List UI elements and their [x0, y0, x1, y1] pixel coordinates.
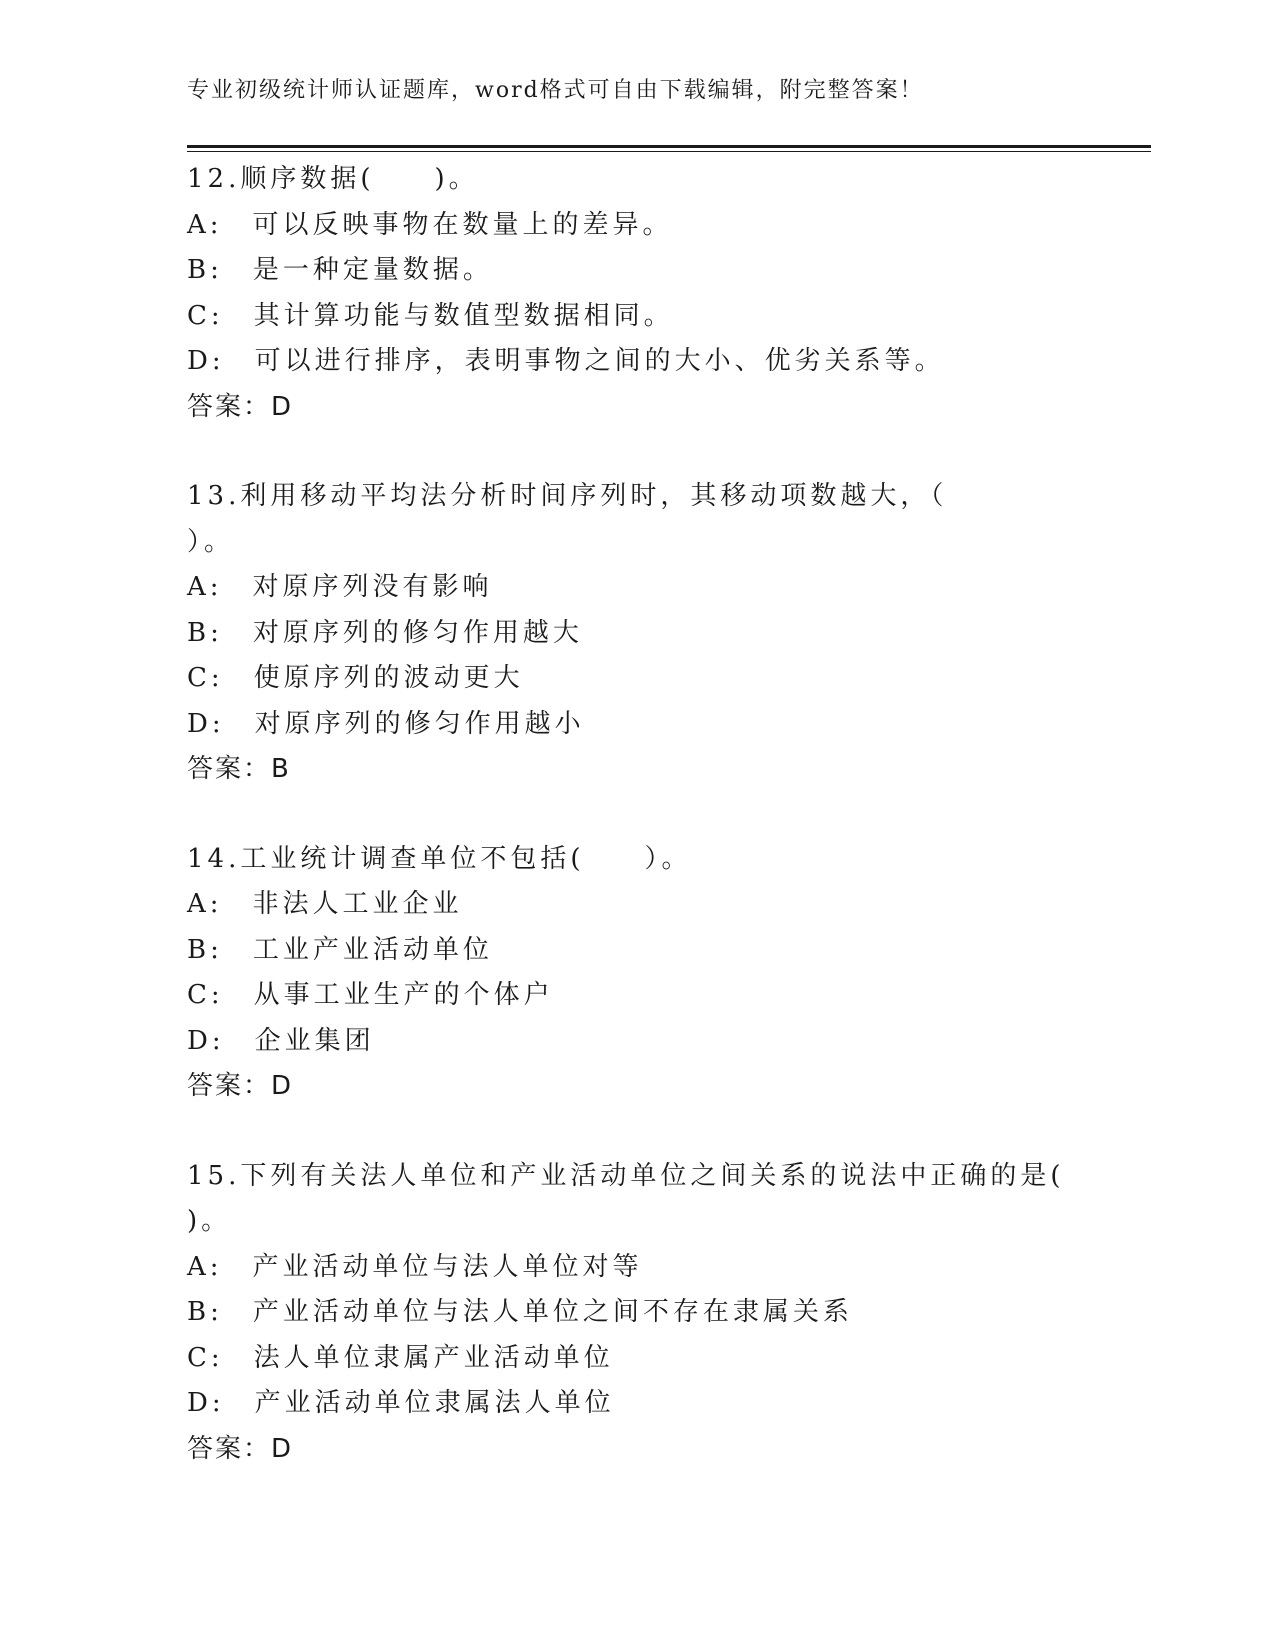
option-c: C: 法人单位隶属产业活动单位 [187, 1342, 614, 1373]
question-12 [187, 157, 1087, 430]
option-a: A: 可以反映事物在数量上的差异。 [187, 209, 673, 240]
answer: 答案：D [187, 1433, 294, 1464]
option-b: B: 产业活动单位与法人单位之间不存在隶属关系 [187, 1297, 853, 1327]
option-d: D: 可以进行排序，表明事物之间的大小、优劣关系等。 [187, 346, 945, 376]
question-14 [187, 837, 1087, 1110]
option-a: A: 非法人工业企业 [187, 889, 463, 919]
option-a: A: 产业活动单位与法人单位对等 [187, 1251, 643, 1282]
option-b: B: 是一种定量数据。 [187, 255, 493, 285]
answer: 答案：D [187, 1071, 294, 1101]
question-stem: 15.下列有关法人单位和产业活动单位之间关系的说法中正确的是( [187, 1160, 1065, 1191]
option-a: A: 对原序列没有影响 [187, 572, 493, 602]
option-c: C: 其计算功能与数值型数据相同。 [187, 300, 674, 331]
header-double-rule [187, 145, 1151, 152]
question-list [187, 157, 1087, 1516]
question-stem-continued: )。 [187, 1206, 232, 1236]
question-stem: 12.顺序数据( )。 [187, 164, 479, 194]
option-d: D: 产业活动单位隶属法人单位 [187, 1388, 615, 1418]
question-stem: 14.工业统计调查单位不包括( ）。 [187, 843, 692, 874]
question-stem: 13.利用移动平均法分析时间序列时，其移动项数越大，（ [187, 481, 948, 511]
option-d: D: 企业集团 [187, 1025, 375, 1056]
option-d: D: 对原序列的修匀作用越小 [187, 708, 585, 739]
answer: 答案：D [187, 391, 294, 422]
answer: 答案：B [187, 754, 291, 784]
question-stem-continued: ）。 [187, 526, 235, 557]
option-c: C: 使原序列的波动更大 [187, 663, 524, 693]
option-b: B: 对原序列的修匀作用越大 [187, 617, 583, 648]
page-header: 专业初级统计师认证题库，word格式可自由下载编辑，附完整答案！ [187, 78, 924, 103]
question-13 [187, 474, 1087, 793]
question-15 [187, 1154, 1087, 1473]
option-c: C: 从事工业生产的个体户 [187, 980, 554, 1010]
option-b: B: 工业产业活动单位 [187, 934, 493, 965]
